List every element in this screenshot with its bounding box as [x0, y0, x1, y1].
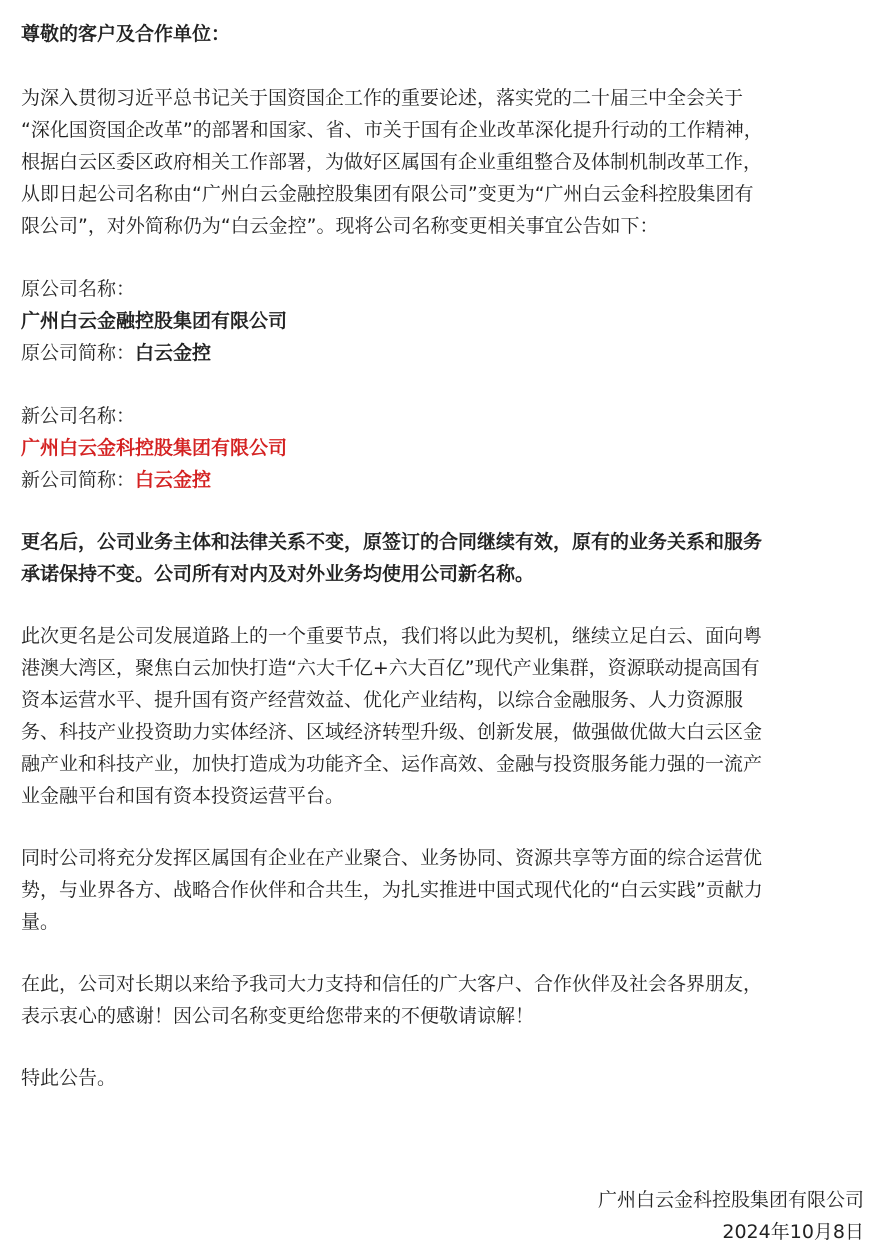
signature-date: 2024年10月8日 — [722, 1221, 864, 1243]
cooperation-line: 量。 — [21, 911, 60, 933]
old-company-name: 广州白云金融控股集团有限公司 — [21, 310, 288, 332]
cooperation-line: 同时公司将充分发挥区属国有企业在产业聚合、业务协同、资源共享等方面的综合运营优 — [21, 847, 763, 869]
development-line: 资本运营水平、提升国有资产经营效益、优化产业结构，以综合金融服务、人力资源服 — [21, 689, 744, 711]
development-line: 融产业和科技产业，加快打造成为功能齐全、运作高效、金融与投资服务能力强的一流产 — [21, 753, 763, 775]
closing-paragraph — [21, 1062, 867, 1094]
announcement-document — [21, 18, 867, 1094]
new-company-name-label: 新公司名称： — [21, 405, 136, 427]
intro-line: 为深入贯彻习近平总书记关于国资国企工作的重要论述，落实党的二十届三中全会关于 — [21, 87, 744, 109]
notice-line: 更名后，公司业务主体和法律关系不变，原签订的合同继续有效，原有的业务关系和服务 — [21, 531, 763, 553]
new-company-short: 白云金控 — [135, 469, 212, 491]
salutation: 尊敬的客户及合作单位： — [21, 23, 231, 45]
cooperation-line: 势，与业界各方、战略合作伙伴和合共生，为扎实推进中国式现代化的“白云实践”贡献力 — [21, 879, 763, 901]
signature-block — [598, 1184, 864, 1248]
old-company-name-label: 原公司名称： — [21, 278, 136, 300]
notice-line: 承诺保持不变。公司所有对内及对外业务均使用公司新名称。 — [21, 563, 535, 585]
signature-company: 广州白云金科控股集团有限公司 — [597, 1189, 864, 1211]
intro-paragraph — [21, 82, 867, 242]
intro-line: 根据白云区委区政府相关工作部署，为做好区属国有企业重组整合及体制机制改革工作， — [21, 151, 763, 173]
closing-text: 特此公告。 — [21, 1067, 117, 1089]
new-company-name: 广州白云金科控股集团有限公司 — [21, 437, 288, 459]
new-company-short-label: 新公司简称： — [21, 469, 136, 491]
old-company-short-row — [21, 337, 867, 369]
old-company-short-label: 原公司简称： — [21, 342, 136, 364]
development-line: 业金融平台和国有资本投资运营平台。 — [21, 785, 345, 807]
thanks-line: 在此，公司对长期以来给予我司大力支持和信任的广大客户、合作伙伴及社会各界朋友， — [21, 973, 763, 995]
thanks-paragraph — [21, 968, 867, 1032]
old-company-block — [21, 273, 867, 369]
new-company-block — [21, 400, 867, 496]
intro-line: 从即日起公司名称由“广州白云金融控股集团有限公司”变更为“广州白云金科控股集团有 — [21, 183, 754, 205]
intro-line: 限公司”，对外简称仍为“白云金控”。现将公司名称变更相关事宜公告如下： — [21, 215, 659, 237]
development-line: 务、科技产业投资助力实体经济、区域经济转型升级、创新发展，做强做优做大白云区金 — [21, 721, 763, 743]
old-company-short: 白云金控 — [135, 342, 212, 364]
intro-line: “深化国资国企改革”的部署和国家、省、市关于国有企业改革深化提升行动的工作精神， — [21, 119, 763, 141]
new-company-short-row — [21, 464, 867, 496]
development-line: 港澳大湾区，聚焦白云加快打造“六大千亿+六大百亿”现代产业集群，资源联动提高国有 — [21, 657, 760, 679]
cooperation-paragraph — [21, 842, 867, 938]
development-paragraph — [21, 620, 867, 812]
thanks-line: 表示衷心的感谢！因公司名称变更给您带来的不便敬请谅解！ — [21, 1005, 535, 1027]
development-line: 此次更名是公司发展道路上的一个重要节点，我们将以此为契机，继续立足白云、面向粤 — [21, 625, 763, 647]
notice-paragraph — [21, 526, 867, 590]
